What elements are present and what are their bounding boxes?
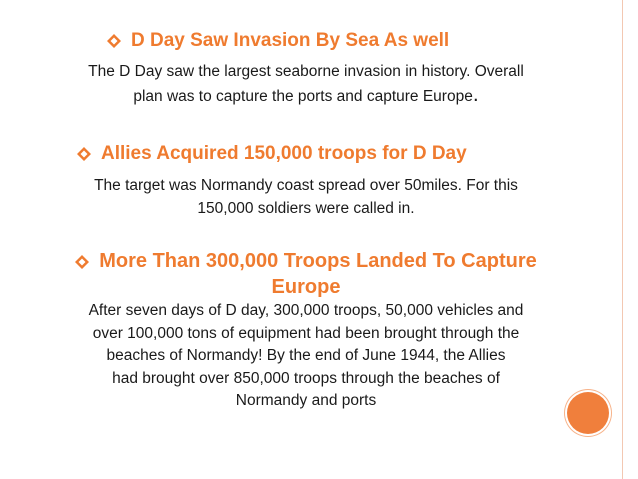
section-3-line-2: over 100,000 tons of equipment had been brought through the (92, 324, 520, 342)
section-3-heading (40, 248, 572, 300)
section-3-line-4: had brought over 850,000 troops through the beaches of (112, 369, 500, 387)
bullet-icon (77, 143, 91, 165)
section-3-body (30, 300, 582, 413)
section-1-line-2 (30, 84, 582, 109)
section-1-line-1: The D Day saw the largest seaborne invasion in history. Overall (88, 63, 524, 80)
section-1-period: . (472, 82, 479, 106)
section-2-heading (77, 143, 467, 165)
section-3-line-3: beaches of Normandy! By the end of June 1944, the Allies (106, 347, 506, 364)
section-3-line-5: Normandy and ports (235, 392, 377, 409)
section-1-body (30, 61, 582, 108)
section-2-heading-text: Allies Acquired 150,000 troops for D Day (101, 143, 467, 164)
section-1-heading (107, 30, 449, 52)
section-3-line-1: After seven days of D day, 300,000 troops, 50,000 vehicles and (88, 302, 524, 319)
bullet-icon (107, 30, 121, 52)
section-2-line-1: The target was Normandy coast spread over 50miles. For this (94, 177, 518, 194)
section-2-line-2: 150,000 soldiers were called in. (197, 199, 415, 217)
slide-border-line (622, 0, 623, 479)
section-1-line-2-text: plan was to capture the ports and capture Europe (133, 87, 473, 105)
section-1-heading-text: D Day Saw Invasion By Sea As well (131, 30, 450, 51)
section-3-heading-text-1: More Than 300,000 Troops Landed To Capture (99, 250, 537, 272)
section-3-heading-line-2: Europe (271, 276, 341, 298)
section-2-body (30, 175, 582, 220)
bullet-icon (75, 248, 89, 274)
section-3-heading-line-1 (40, 248, 572, 274)
